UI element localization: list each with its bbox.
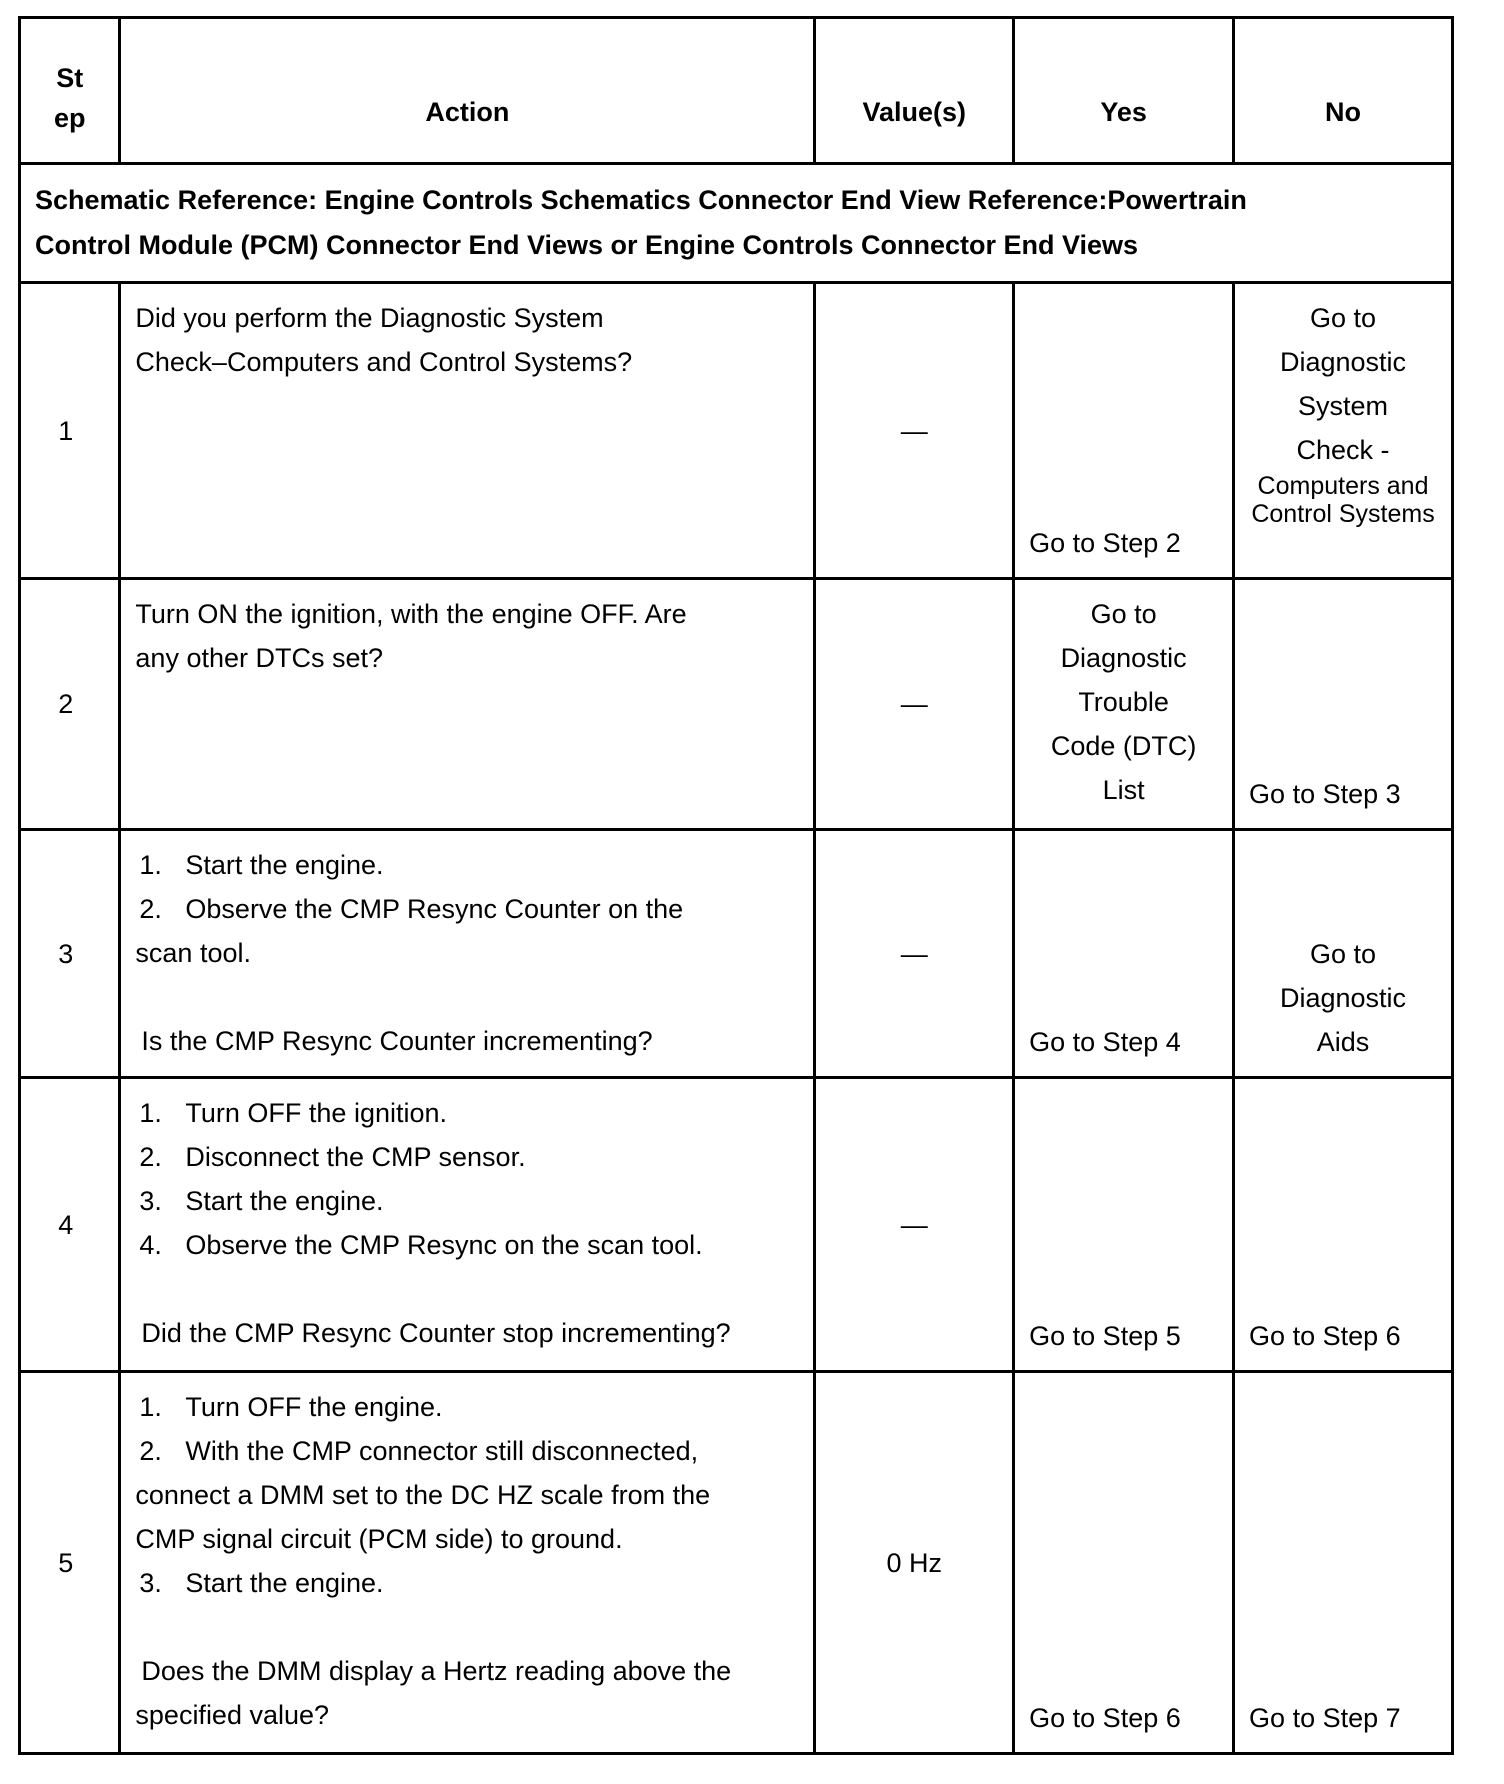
header-step-line2: ep	[53, 102, 86, 133]
no-line: Diagnostic	[1279, 983, 1407, 1013]
diagnostic-table	[18, 16, 1454, 1755]
reference-line2: Control Module (PCM) Connector End Views or Engine Controls Connector End Views	[35, 230, 1139, 260]
action-line: any other DTCs set?	[135, 643, 384, 673]
step-yes	[1014, 1078, 1234, 1372]
step-row-2	[20, 579, 1453, 830]
no-line: Check -	[1296, 435, 1390, 465]
action-item	[135, 1561, 799, 1605]
step-yes	[1014, 283, 1234, 579]
yes-line: Diagnostic	[1060, 643, 1187, 673]
item-continuation: connect a DMM set to the DC HZ scale from the	[135, 1480, 711, 1510]
item-number: 1.	[139, 850, 162, 880]
step-no	[1234, 283, 1453, 579]
no-text: Go to Step 7	[1249, 1703, 1401, 1733]
item-text: Turn OFF the engine.	[185, 1392, 443, 1422]
reference-row	[20, 164, 1453, 283]
header-yes	[1014, 18, 1234, 164]
step-number-text: 3	[58, 938, 74, 969]
no-line: Diagnostic	[1279, 347, 1407, 377]
item-text: Start the engine.	[185, 1186, 384, 1216]
step-action	[120, 1078, 815, 1372]
step-yes	[1014, 579, 1234, 830]
step-number	[20, 1372, 120, 1754]
step-value: —	[815, 830, 1014, 1078]
step-row-3	[20, 830, 1453, 1078]
item-text: Observe the CMP Resync on the scan tool.	[185, 1230, 703, 1260]
step-value: 0 Hz	[815, 1372, 1014, 1754]
no-line: Go to	[1310, 939, 1377, 969]
no-text: Go to Step 3	[1249, 779, 1401, 809]
step-no	[1234, 579, 1453, 830]
step-no	[1234, 830, 1453, 1078]
step-action	[120, 579, 815, 830]
item-number: 2.	[139, 1142, 162, 1172]
header-no-label: No	[1325, 96, 1362, 127]
step-number-text: 1	[58, 415, 74, 446]
step-value: —	[815, 579, 1014, 830]
action-item	[135, 1385, 799, 1429]
item-number: 3.	[139, 1186, 162, 1216]
step-row-4	[20, 1078, 1453, 1372]
no-line: Control Systems	[1251, 500, 1435, 528]
yes-line: Trouble	[1078, 687, 1169, 717]
reference-line1: Schematic Reference: Engine Controls Schematics Connector End View Reference:Powertrain	[35, 185, 1247, 215]
header-action-label: Action	[425, 96, 510, 127]
item-text: With the CMP connector still disconnected,	[185, 1436, 699, 1466]
item-number: 3.	[139, 1568, 162, 1598]
yes-line: Go to	[1090, 599, 1157, 629]
item-number: 4.	[139, 1230, 162, 1260]
step-number	[20, 1078, 120, 1372]
step-yes	[1014, 830, 1234, 1078]
step-number	[20, 830, 120, 1078]
action-line: Check–Computers and Control Systems?	[135, 347, 633, 377]
step-value: —	[815, 1078, 1014, 1372]
item-continuation: scan tool.	[135, 938, 251, 968]
item-number: 2.	[139, 894, 162, 924]
item-text: Observe the CMP Resync Counter on the	[185, 894, 684, 924]
step-question: Does the DMM display a Hertz reading above the	[141, 1656, 732, 1686]
item-number: 1.	[139, 1392, 162, 1422]
step-number	[20, 579, 120, 830]
action-item	[135, 843, 799, 887]
item-continuation: CMP signal circuit (PCM side) to ground.	[135, 1524, 623, 1554]
step-number-text: 2	[58, 689, 74, 719]
item-text: Start the engine.	[185, 1568, 384, 1598]
step-question: Is the CMP Resync Counter incrementing?	[141, 1026, 653, 1056]
no-line: System	[1298, 391, 1389, 421]
step-number-text: 4	[58, 1209, 74, 1240]
step-row-5	[20, 1372, 1453, 1754]
no-line: Go to	[1310, 303, 1377, 333]
yes-text: Go to Step 2	[1029, 528, 1181, 558]
header-row	[20, 18, 1453, 164]
step-action	[120, 283, 815, 579]
action-item	[135, 1091, 799, 1135]
yes-line: Code (DTC)	[1050, 731, 1197, 761]
no-line: Computers and	[1257, 472, 1429, 500]
step-row-1	[20, 283, 1453, 579]
action-item	[135, 1179, 799, 1223]
step-number-text: 5	[58, 1547, 74, 1578]
step-question: Did the CMP Resync Counter stop incrementing?	[141, 1318, 731, 1348]
yes-text: Go to Step 6	[1029, 1703, 1181, 1733]
step-number	[20, 283, 120, 579]
header-yes-label: Yes	[1100, 96, 1147, 127]
yes-text: Go to Step 5	[1029, 1321, 1181, 1351]
action-line: Turn ON the ignition, with the engine OFF. Are	[135, 599, 687, 629]
step-question-continuation: specified value?	[135, 1700, 330, 1730]
step-action	[120, 830, 815, 1078]
step-yes	[1014, 1372, 1234, 1754]
schematic-reference	[20, 164, 1453, 283]
header-step-line1: St	[56, 62, 84, 93]
action-item	[135, 1223, 799, 1267]
action-item	[135, 1429, 799, 1473]
header-values	[815, 18, 1014, 164]
item-text: Start the engine.	[185, 850, 384, 880]
step-no	[1234, 1078, 1453, 1372]
yes-line: List	[1102, 775, 1145, 805]
header-values-label: Value(s)	[862, 96, 966, 127]
action-line: Did you perform the Diagnostic System	[135, 303, 604, 333]
item-text: Turn OFF the ignition.	[185, 1098, 448, 1128]
item-text: Disconnect the CMP sensor.	[185, 1142, 526, 1172]
header-no	[1234, 18, 1453, 164]
action-item	[135, 1135, 799, 1179]
step-value: —	[815, 283, 1014, 579]
item-number: 1.	[139, 1098, 162, 1128]
no-text: Go to Step 6	[1249, 1321, 1401, 1351]
yes-text: Go to Step 4	[1029, 1027, 1181, 1057]
header-step	[20, 18, 120, 164]
step-action	[120, 1372, 815, 1754]
header-action	[120, 18, 815, 164]
no-line: Aids	[1316, 1027, 1370, 1057]
step-no	[1234, 1372, 1453, 1754]
action-item	[135, 887, 799, 931]
item-number: 2.	[139, 1436, 162, 1466]
